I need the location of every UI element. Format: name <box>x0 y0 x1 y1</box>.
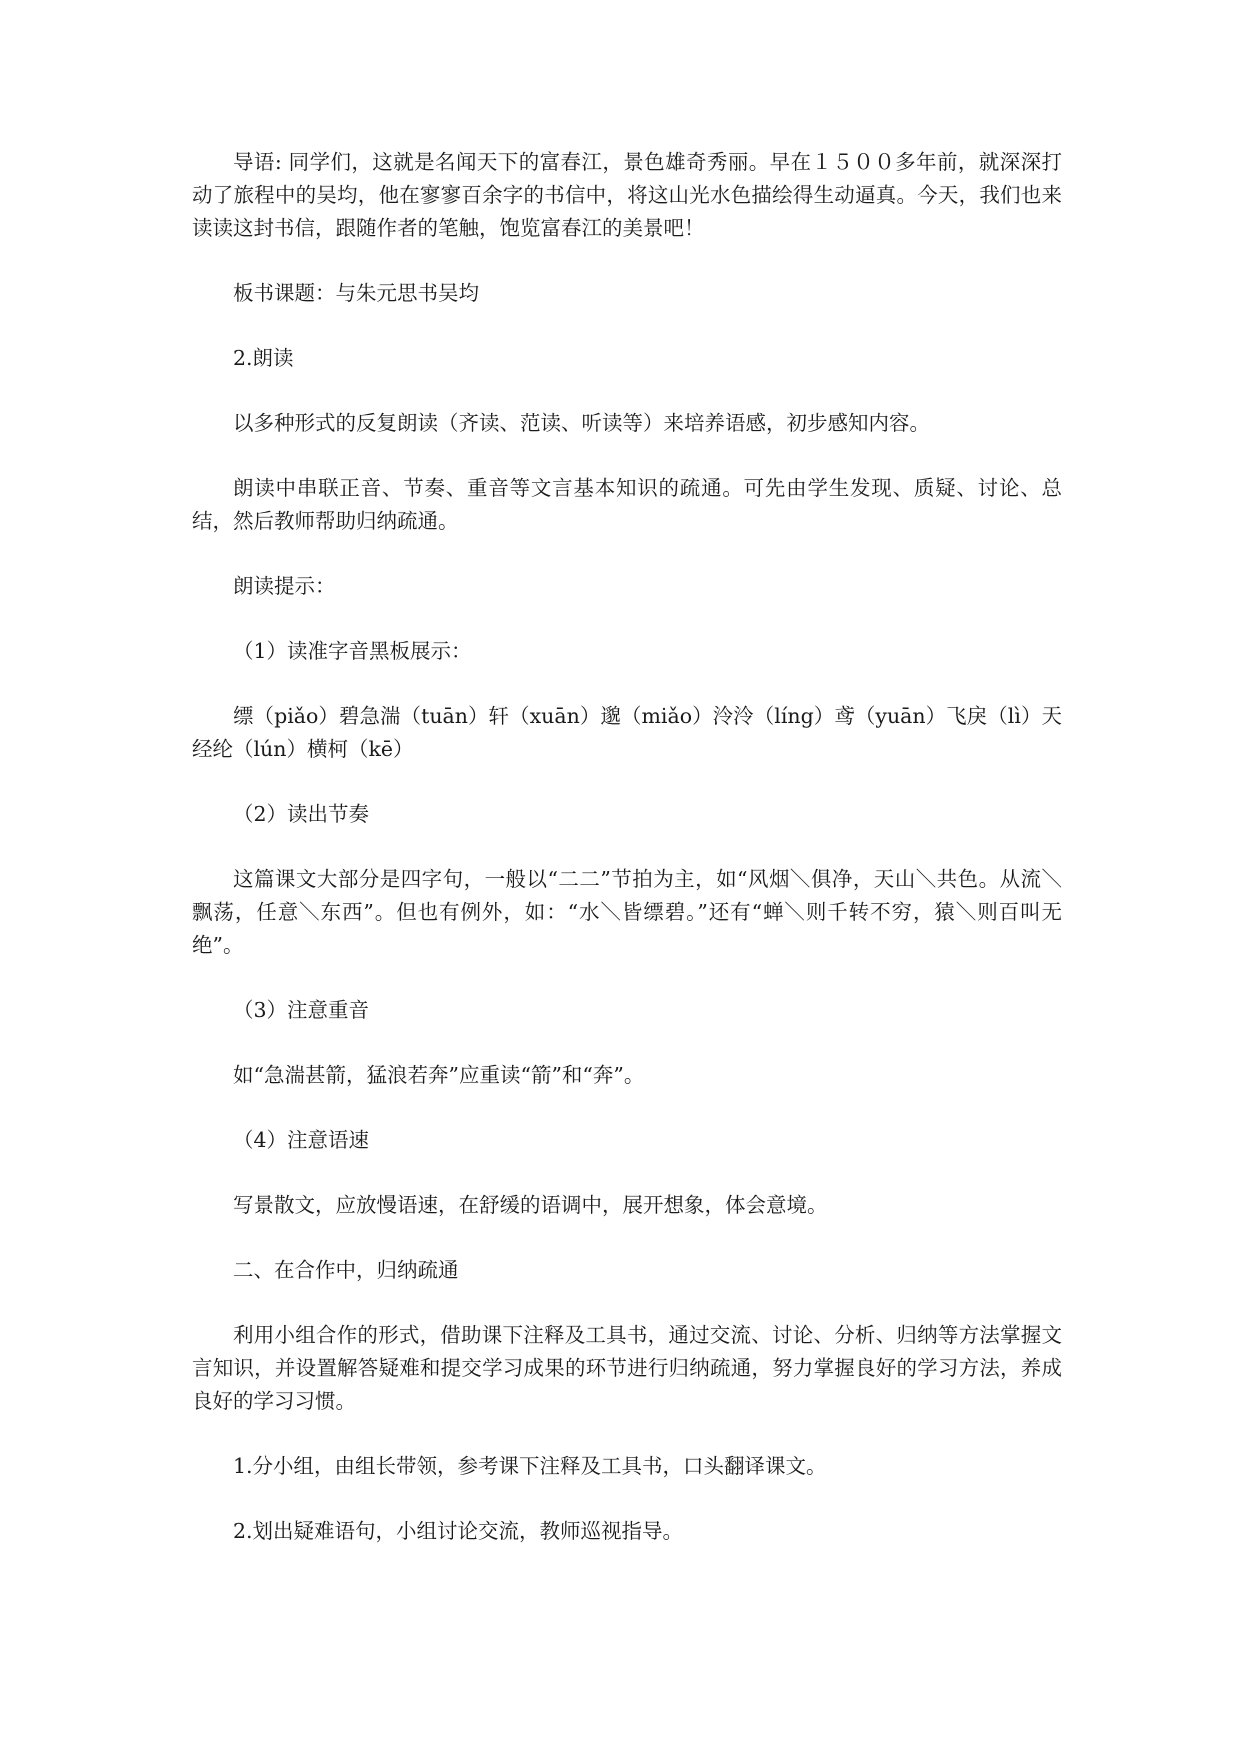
document-page <box>192 146 1062 1548</box>
paragraph-reading-knowledge: 朗读中串联正音、节奏、重音等文言基本知识的疏通。可先由学生发现、质疑、讨论、总结，然后教师帮助归纳疏通。 <box>192 476 1062 533</box>
subheading-stress: （3）注意重音 <box>233 998 370 1022</box>
paragraph-rhythm: 这篇课文大部分是四字句，一般以“二二”节拍为主，如“风烟＼俱净，天山＼共色。从流＼飘荡，任意＼东西”。但也有例外，如：“水＼皆缥碧。”还有“蝉＼则千转不穷，猿＼则百叫无绝”。 <box>192 867 1062 957</box>
heading-reading: 2.朗读 <box>233 346 294 370</box>
subheading-pronunciation: （1）读准字音黑板展示： <box>233 639 472 663</box>
paragraph-stress: 如“急湍甚箭，猛浪若奔”应重读“箭”和“奔”。 <box>233 1063 645 1087</box>
subheading-speed: （4）注意语速 <box>233 1128 370 1152</box>
paragraph-cooperation: 利用小组合作的形式，借助课下注释及工具书，通过交流、讨论、分析、归纳等方法掌握文言知识，并设置解答疑难和提交学习成果的环节进行归纳疏通，努力掌握良好的学习方法，养成良好的学习习惯。 <box>192 1323 1062 1413</box>
list-item-difficult-sentences: 2.划出疑难语句，小组讨论交流，教师巡视指导。 <box>233 1519 684 1543</box>
paragraph-pronunciation-list: 缥（piǎo）碧急湍（tuān）轩（xuān）邈（miǎo）泠泠（líng）鸢（yuān）飞戾（lì）天经纶（lún）横柯（kē） <box>192 704 1062 761</box>
paragraph-reading-forms: 以多种形式的反复朗读（齐读、范读、听读等）来培养语感，初步感知内容。 <box>233 411 930 435</box>
paragraph-board-title: 板书课题：与朱元思书吴均 <box>233 281 479 305</box>
heading-cooperation: 二、在合作中，归纳疏通 <box>233 1258 459 1282</box>
paragraph-speed: 写景散文，应放慢语速，在舒缓的语调中，展开想象，体会意境。 <box>233 1193 828 1217</box>
paragraph-intro: 导语: 同学们，这就是名闻天下的富春江，景色雄奇秀丽。早在１５００多年前，就深深打动了旅程中的吴均，他在寥寥百余字的书信中，将这山光水色描绘得生动逼真。今天，我们也来读读这封书信，跟随作者的笔触，饱览富春江的美景吧！ <box>192 150 1062 240</box>
subheading-rhythm: （2）读出节奏 <box>233 802 370 826</box>
heading-reading-tips: 朗读提示： <box>233 574 336 598</box>
list-item-grouping: 1.分小组，由组长带领，参考课下注释及工具书，口头翻译课文。 <box>233 1454 827 1478</box>
